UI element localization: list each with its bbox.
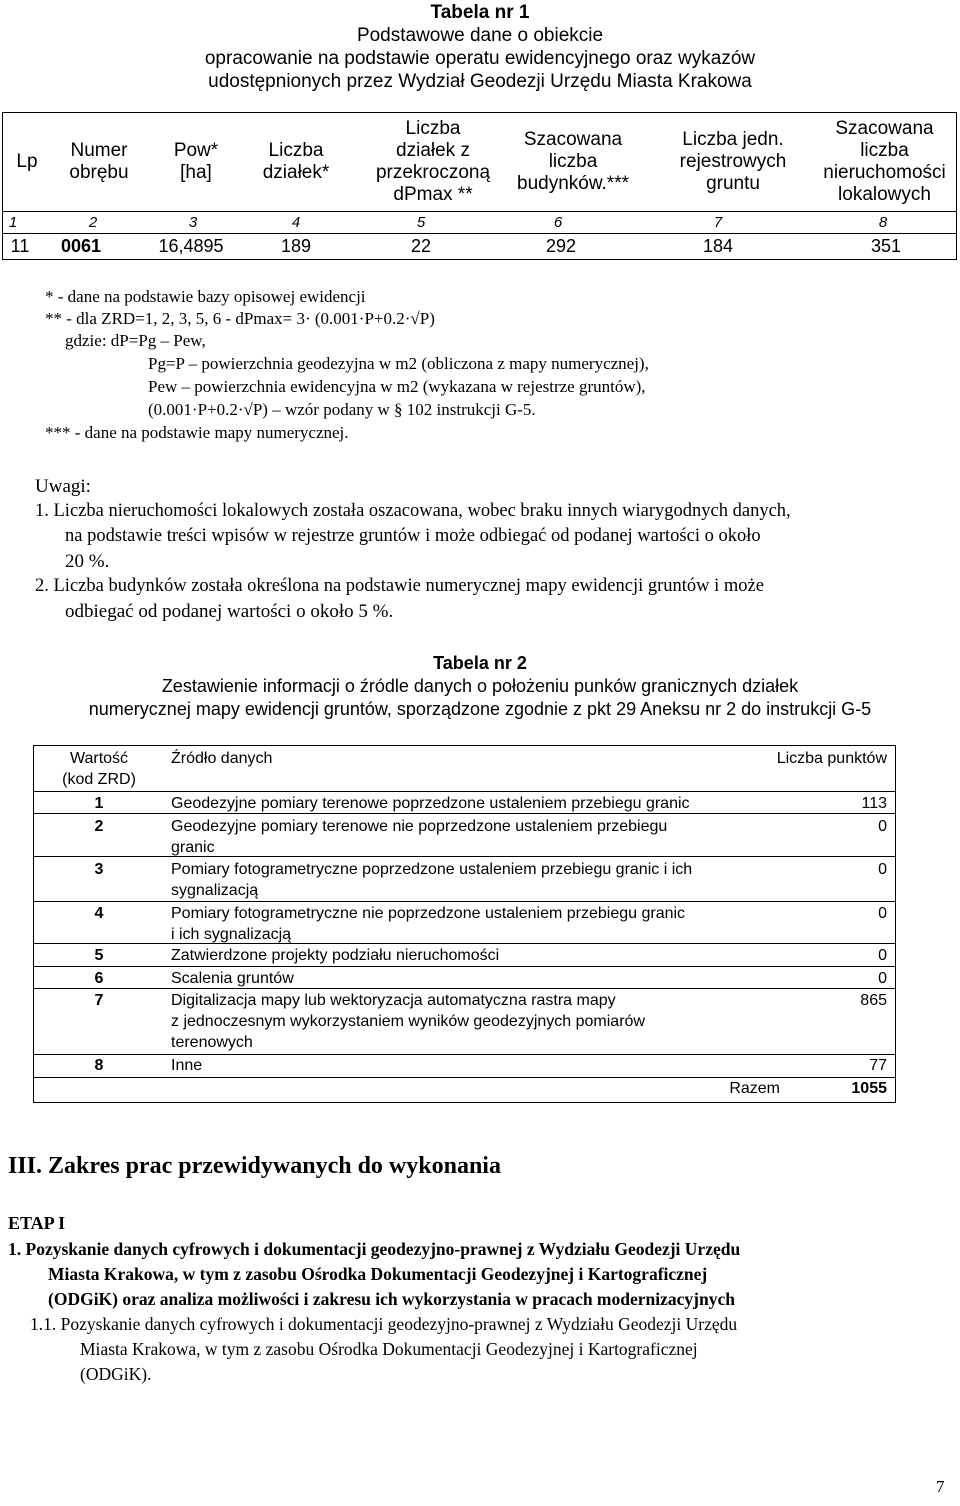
- table2-subtitle-1: Zestawienie informacji o źródle danych o położeniu punków granicznych działek: [161, 676, 799, 696]
- value-obreb: 0061: [60, 236, 102, 256]
- remarks-heading: Uwagi:: [35, 476, 91, 497]
- colnum-4: 4: [291, 214, 301, 231]
- value-pow: 16,4895: [158, 236, 224, 256]
- note-4: Pg=P – powierzchnia geodezyjna w m2 (obliczona z mapy numerycznej),: [148, 354, 649, 373]
- row-divider: [34, 901, 895, 902]
- section-heading: III. Zakres prac przewidywanych do wykonania: [8, 1153, 501, 1179]
- row-5-source: Zatwierdzone projekty podziału nieruchomości: [171, 947, 500, 964]
- table1-divider: [3, 211, 956, 212]
- table1-title: Tabela nr 1: [430, 2, 530, 23]
- row-1-code: 1: [94, 795, 104, 812]
- task-1-1-line-3: (ODGiK).: [80, 1364, 152, 1384]
- value-budynki: 292: [545, 236, 577, 256]
- total-value: 1055: [851, 1080, 887, 1097]
- row-5-code: 5: [94, 947, 104, 964]
- row-2-source: Geodezyjne pomiary terenowe nie poprzedzone ustaleniem przebiegu granic: [171, 818, 668, 856]
- table2: [33, 745, 896, 1103]
- header-lp: Lp: [16, 151, 38, 172]
- header-count: Liczba punktów: [776, 750, 887, 767]
- note-7: *** - dane na podstawie mapy numerycznej.: [45, 423, 349, 442]
- note-5: Pew – powierzchnia ewidencyjna w m2 (wykazana w rejestrze gruntów),: [148, 377, 646, 396]
- row-4-source: Pomiary fotogrametryczne nie poprzedzone ustaleniem przebiegu granic i ich sygnalizacją: [171, 905, 686, 943]
- value-jedn: 184: [702, 236, 734, 256]
- row-4-count: 0: [878, 905, 887, 922]
- remark-2a: 2. Liczba budynków została określona na podstawie numerycznej mapy ewidencji gruntów i może: [35, 576, 764, 596]
- remark-1c: 20 %.: [65, 551, 110, 572]
- note-3: gdzie: dP=Pg – Pew,: [65, 331, 206, 350]
- row-1-source: Geodezyjne pomiary terenowe poprzedzone ustaleniem przebiegu granic: [171, 795, 690, 812]
- header-budynki: Szacowana liczba budynków.***: [517, 129, 629, 194]
- row-6-source: Scalenia gruntów: [171, 970, 294, 987]
- row-3-source: Pomiary fotogrametryczne poprzedzone ustaleniem przebiegu granic i ich sygnalizacją: [171, 861, 693, 899]
- table2-subtitle-2: numerycznej mapy ewidencji gruntów, sporządzone zgodnie z pkt 29 Aneksu nr 2 do instrukcji G-5: [88, 699, 872, 719]
- value-lokale: 351: [870, 236, 902, 256]
- row-2-code: 2: [94, 818, 104, 835]
- row-7-code: 7: [94, 992, 104, 1009]
- row-8-count: 77: [869, 1057, 887, 1074]
- row-6-code: 6: [94, 970, 104, 987]
- table1-subtitle-3: udostępnionych przez Wydział Geodezji Urzędu Miasta Krakowa: [208, 71, 752, 92]
- header-dpmax: Liczba działek z przekroczoną dPmax **: [375, 118, 491, 205]
- table2-title: Tabela nr 2: [433, 653, 527, 673]
- row-divider: [34, 856, 895, 857]
- colnum-6: 6: [553, 214, 563, 231]
- row-6-count: 0: [878, 970, 887, 987]
- row-3-count: 0: [878, 861, 887, 878]
- remark-1a: 1. Liczba nieruchomości lokalowych została oszacowana, wobec braku innych wiarygodnych danych,: [35, 501, 791, 521]
- row-5-count: 0: [878, 947, 887, 964]
- header-lokale: Szacowana liczba nieruchomości lokalowych: [823, 118, 946, 205]
- header-code: Wartość (kod ZRD): [62, 750, 136, 788]
- note-2: ** - dla ZRD=1, 2, 3, 5, 6 - dPmax= 3· (0.001·P+0.2·√P): [45, 309, 435, 328]
- colnum-3: 3: [188, 214, 198, 231]
- row-divider: [34, 943, 895, 944]
- value-dpmax: 22: [410, 236, 432, 256]
- task-1-line-1: 1. Pozyskanie danych cyfrowych i dokumentacji geodezyjno-prawnej z Wydziału Geodezji Urzędu: [8, 1239, 741, 1259]
- table1: [2, 112, 957, 260]
- page-number: 7: [936, 1477, 945, 1496]
- colnum-1: 1: [8, 214, 18, 231]
- row-7-source: Digitalizacja mapy lub wektoryzacja automatyczna rastra mapy z jednoczesnym wykorzystaniem wyników geodezyjnych pomiarów terenowych: [171, 992, 645, 1051]
- header-source: Źródło danych: [171, 750, 273, 767]
- task-1-1-line-2: Miasta Krakowa, w tym z zasobu Ośrodka Dokumentacji Geodezyjnej i Kartograficznej: [80, 1339, 698, 1359]
- colnum-5: 5: [416, 214, 426, 231]
- row-divider: [34, 966, 895, 967]
- header-pow: Pow* [ha]: [173, 140, 219, 183]
- row-divider: [34, 791, 895, 792]
- colnum-8: 8: [878, 214, 888, 231]
- row-4-code: 4: [94, 905, 104, 922]
- total-label: Razem: [729, 1080, 780, 1097]
- header-jedn: Liczba jedn. rejestrowych gruntu: [679, 129, 787, 194]
- row-8-code: 8: [94, 1057, 104, 1074]
- task-1-line-2: Miasta Krakowa, w tym z zasobu Ośrodka Dokumentacji Geodezyjnej i Kartograficznej: [48, 1264, 708, 1284]
- row-7-count: 865: [860, 992, 887, 1009]
- task-1-line-3: (ODGiK) oraz analiza możliwości i zakresu ich wykorzystania w pracach modernizacyjnych: [48, 1289, 735, 1309]
- task-1-1-line-1: 1.1. Pozyskanie danych cyfrowych i dokumentacji geodezyjno-prawnej z Wydziału Geodezji Urzędu: [30, 1314, 738, 1334]
- colnum-7: 7: [713, 214, 723, 231]
- row-3-code: 3: [94, 861, 104, 878]
- header-obreb: Numer obrębu: [69, 140, 129, 183]
- table1-subtitle-1: Podstawowe dane o obiekcie: [356, 25, 604, 46]
- row-2-count: 0: [878, 818, 887, 835]
- value-lp: 11: [10, 236, 30, 256]
- remark-2b: odbiegać od podanej wartości o około 5 %.: [65, 601, 394, 622]
- note-1: * - dane na podstawie bazy opisowej ewidencji: [45, 287, 366, 306]
- etap-heading: ETAP I: [8, 1213, 66, 1233]
- header-dzialki: Liczba działek*: [262, 140, 330, 183]
- row-divider: [34, 988, 895, 989]
- colnum-2: 2: [88, 214, 98, 231]
- table1-subtitle-2: opracowanie na podstawie operatu ewidencyjnego oraz wykazów: [204, 48, 756, 69]
- value-dzialki: 189: [280, 236, 312, 256]
- row-1-count: 113: [861, 795, 887, 812]
- note-6: (0.001·P+0.2·√P) – wzór podany w § 102 instrukcji G-5.: [148, 400, 536, 419]
- row-8-source: Inne: [171, 1057, 203, 1074]
- row-divider: [34, 813, 895, 814]
- remark-1b: na podstawie treści wpisów w rejestrze gruntów i może odbiegać od podanej wartości o około: [65, 526, 761, 546]
